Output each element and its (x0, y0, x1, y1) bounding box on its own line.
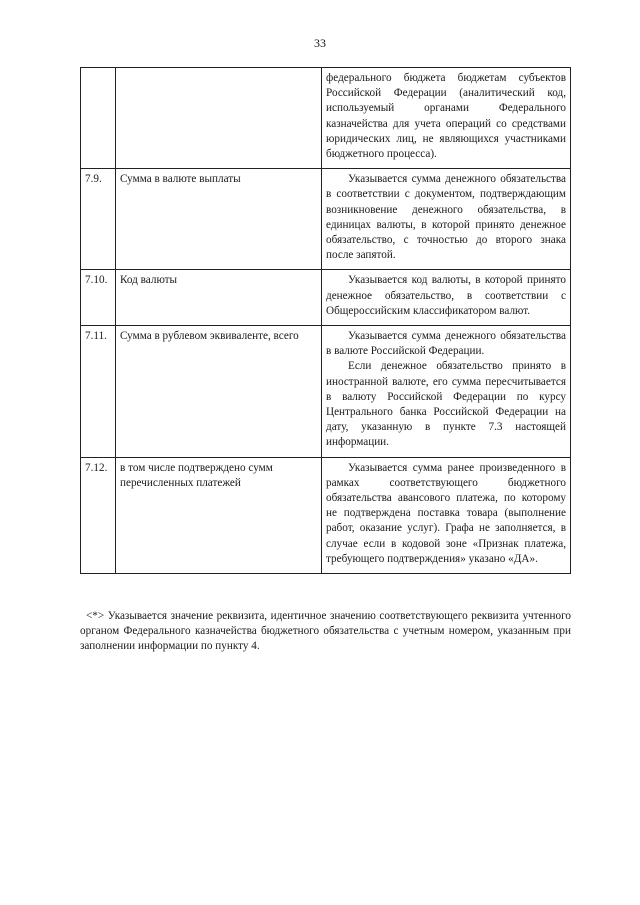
row-name: Код валюты (116, 270, 322, 326)
table-row (81, 326, 571, 458)
table-row (81, 68, 571, 169)
description-paragraph: федерального бюджета бюджетам субъектов Российской Федерации (аналитический код, используемый органами Федерального казначейства для учета операций со средствами юридических лиц, не являющихся участниками бюджетного процесса). (326, 72, 566, 161)
description-paragraph: Указывается код валюты, в которой принято денежное обязательство, в соответствии с Общероссийским классификатором валют. (326, 274, 566, 317)
footnote: <*> Указывается значение реквизита, идентичное значению соответствующего реквизита учтенного органом Федерального казначейства бюджетного обязательства с учетным номером, указанным при заполнении информации по пункту 4. (80, 610, 571, 653)
description-paragraph: Указывается сумма денежного обязательства в валюте Российской Федерации. (326, 330, 566, 358)
row-description (322, 169, 571, 270)
description-paragraph: Указывается сумма ранее произведенного в рамках соответствующего бюджетного обязательства авансового платежа, по которому не подтверждена поставка товара (выполнение работ, оказание услуг). Графа не заполняется, в случае если в кодовой зоне «Признак платежа, требующего подтверждения» указано «ДА». (326, 461, 566, 565)
table-row (81, 270, 571, 326)
row-description (322, 270, 571, 326)
row-name: Сумма в валюте выплаты (116, 169, 322, 270)
table-row (81, 457, 571, 573)
row-description (322, 326, 571, 458)
row-number: 7.12. (81, 457, 116, 573)
row-number: 7.9. (81, 169, 116, 270)
table-row (81, 169, 571, 270)
description-paragraph: Если денежное обязательство принято в иностранной валюте, его сумма пересчитывается в валюту Российской Федерации по курсу Центрального банка Российской Федерации на дату, указанную в пункте 7.3 настоящей информации. (326, 360, 566, 449)
row-description (322, 457, 571, 573)
row-name: Сумма в рублевом эквиваленте, всего (116, 326, 322, 458)
row-description (322, 68, 571, 169)
row-name: в том числе подтверждено сумм перечисленных платежей (116, 457, 322, 573)
page-number: 33 (314, 36, 326, 50)
description-paragraph: Указывается сумма денежного обязательства в соответствии с документом, подтверждающим возникновение денежного обязательства, в единицах валюты, в которой принято денежное обязательство, с точностью до второго знака после запятой. (326, 173, 566, 262)
requisites-table (80, 67, 571, 574)
row-name (116, 68, 322, 169)
row-number: 7.10. (81, 270, 116, 326)
row-number (81, 68, 116, 169)
row-number: 7.11. (81, 326, 116, 458)
